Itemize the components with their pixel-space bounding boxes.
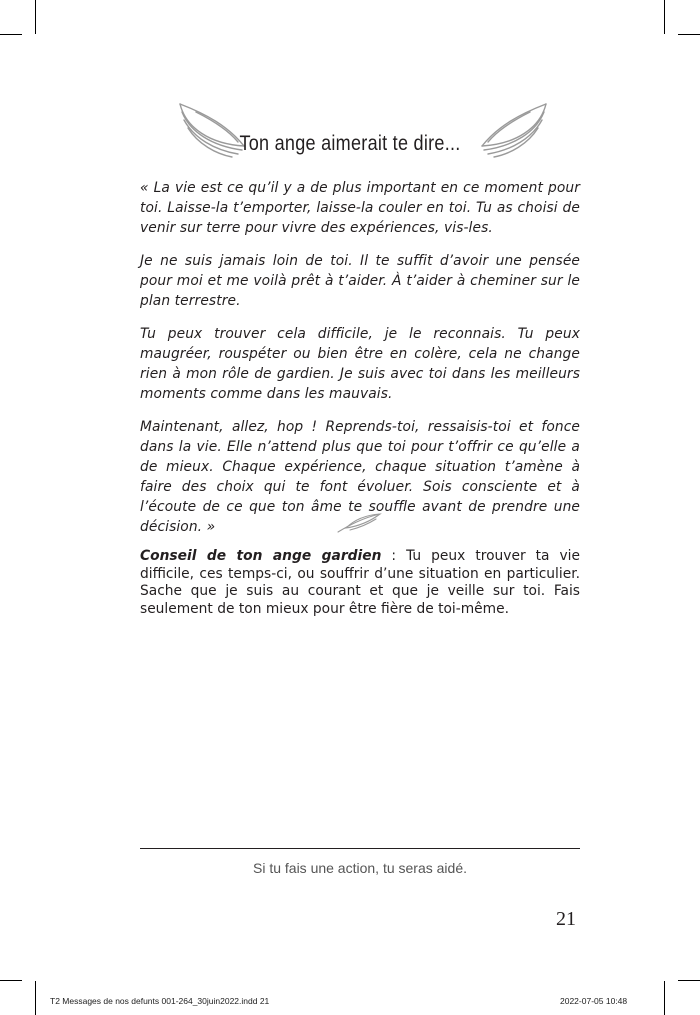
- message-paragraph: Je ne suis jamais loin de toi. Il te suffit d’avoir une pensée pour moi et me voilà prêt à t’aider. À t’aider à cheminer sur le plan terrestre.: [140, 253, 580, 309]
- crop-mark: [664, 0, 665, 34]
- message-paragraph: Maintenant, allez, hop ! Reprends-toi, ressaisis-toi et fonce dans la vie. Elle n’attend plus que toi pour t’offrir ce qu’elle a de mieux. Chaque expérience, chaque situation t’amène à faire des choix qui te font évoluer. Sois consciente et à l’écoute de ce que ton âme te souffle avant de prendre une décision. »: [140, 419, 580, 535]
- crop-mark: [35, 981, 36, 1015]
- angel-message: [140, 178, 580, 550]
- crop-mark: [35, 0, 36, 34]
- angel-wing-right-icon: [478, 100, 550, 160]
- advice-text: : Tu peux trouver ta vie difficile, ces temps-ci, ou souffrir d’une situation en particulier. Sache que je suis au courant et que je veille sur toi. Fais seulement de ton mieux pour être fière de toi-même.: [140, 548, 580, 617]
- crop-mark: [664, 981, 665, 1015]
- footer-divider: [140, 848, 580, 849]
- feather-icon: [336, 512, 382, 534]
- crop-mark: [678, 34, 700, 35]
- chapter-heading: [0, 100, 700, 170]
- crop-mark: [0, 980, 22, 981]
- print-slug-file: T2 Messages de nos defunts 001-264_30juin2022.indd 21: [50, 996, 270, 1006]
- crop-mark: [678, 980, 700, 981]
- footer-quote: Si tu fais une action, tu seras aidé.: [252, 860, 467, 876]
- advice-lead: Conseil de ton ange gardien: [140, 548, 382, 564]
- message-paragraph: « La vie est ce qu’il y a de plus important en ce moment pour toi. Laisse-la t’emporter, laisse-la couler en toi. Tu as choisi de venir sur terre pour vivre des expériences, vis-les.: [140, 180, 580, 236]
- guardian-advice: [140, 548, 580, 618]
- page-number: 21: [556, 908, 576, 930]
- crop-mark: [0, 34, 22, 35]
- print-slug-date: 2022-07-05 10:48: [560, 996, 628, 1006]
- page-title: Ton ange aimerait te dire...: [239, 132, 461, 155]
- message-paragraph: Tu peux trouver cela difficile, je le reconnais. Tu peux maugréer, rouspéter ou bien être en colère, cela ne change rien à mon rôle de gardien. Je suis avec toi dans les meilleurs moments comme dans les mauvais.: [140, 326, 580, 402]
